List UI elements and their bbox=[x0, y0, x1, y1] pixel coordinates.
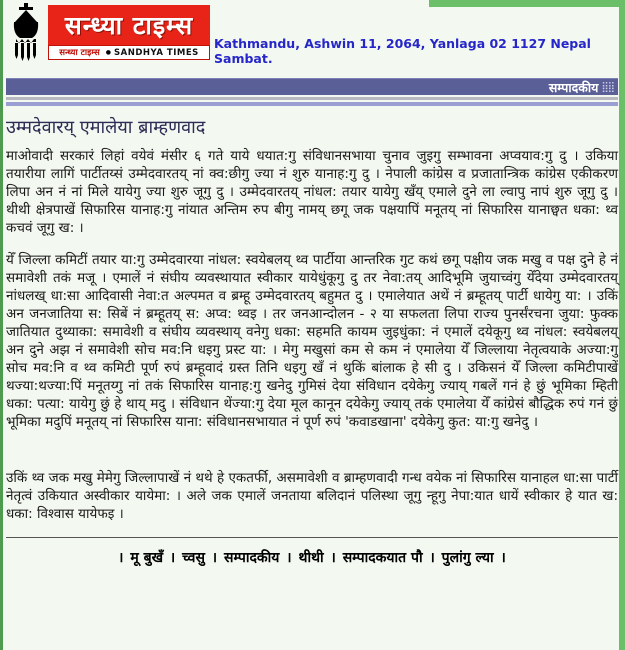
footer-separator: । bbox=[424, 550, 440, 566]
footer-separator: । bbox=[281, 550, 297, 566]
lavender-stripe bbox=[6, 102, 618, 106]
editorial-section-bar bbox=[6, 78, 618, 95]
footer-nav bbox=[6, 538, 618, 579]
dot-grid-icon: ⣿⣿ bbox=[601, 81, 614, 93]
dateline: Kathmandu, Ashwin 11, 2064, Yanlaga 02 1127 Nepal Sambat. bbox=[214, 36, 591, 66]
masthead-subtitle-devanagari: सन्ध्या टाइम्स bbox=[59, 48, 100, 58]
section-label[interactable]: सम्पादकीय bbox=[548, 79, 599, 95]
footer-link-5[interactable]: सम्पादकयात पौ bbox=[342, 550, 423, 566]
page-content bbox=[6, 0, 618, 579]
footer-separator: । bbox=[206, 550, 222, 566]
footer-separator: । bbox=[495, 550, 506, 566]
lamp-logo-icon bbox=[6, 3, 46, 67]
masthead-title: सन्ध्या टाइम्स bbox=[64, 11, 194, 40]
green-right-border bbox=[619, 0, 625, 650]
masthead-subtitle bbox=[48, 45, 210, 60]
bullet-icon: ● bbox=[105, 49, 112, 56]
article-paragraph-2: येँ जिल्ला कमिटीं तयार या:गु उम्मेदवारया नांधल: स्वयेबलय् थ्व पार्टीया आन्तरिक गुट कथं छगू पक्षीय जक मखु व पक्ष दुने हे नं समावेशी तकं मजू । एमालें नं संघीय व्यवस्थायात स्वीकार यायेधुंकूगु दु तर नेवा:तय् आदिभूमि जुयाच्वंगु येँदेया उम्मेदवारतय् नांधलख् धा:सा आदिवासी नेवा:त अल्पमत व ब्रम्हू उम्मेदवारतय् बहुमत दु । एमालेयात अथें नं ब्रम्हूतय् पार्टी धायेगु या: । उकिं अन जनजातिया स: सिबें नं ब्रम्हूतय् स: अप्व: थ्वइ । तर जनआन्दोलन - २ या सफलता लिपा राज्य पुनर्संरचना जुया: फुक्क जातियात दुथ्याका: समावेशी व संघीय व्यवस्थाय् वनेगु धका: सहमति कायम जुइधुंका: नं एमालें दयेकूगु थ्व नांधल: स्वयेबलय् अन दुने अझ नं समावेशी सोच मव:नि धइगु प्रस्ट या: । मेगु मखुसां कम से कम नं एमालेया येँ जिल्लाया नेतृत्वयाके अज्या:गु सोच मव:नि व थ्व कमिटी पूर्ण रुपं ब्रम्हूवादं ग्रस्त तिनि धइगु खँ नं थुकिं बांलाक हे सी दु । उकिसनं येँ जिल्ला कमिटीपाखें थज्या:थज्या:पिं मनूतय्गु नां तकं सिफारिस यानाह:गु खनेदु गुमिसं देया संविधान दयेकेगु ज्याय् गबलें गनं हे छुं भूमिका म्हिती धका: पत्या: यायेगु छुं हे थाय् मदु । संविधान थेंज्या:गु देया मूल कानून दयेकेगु ज्याय् तकं एमालेया येँ कांग्रेसं बौद्धिक रुपं गनं छुं भूमिका मदुपिं मनूतय् नां सिफारिस याना: संविधानसभायात नं पूर्ण रुपं 'कवाडखाना' दयेकेगु कुत: या:गु खनेदु । bbox=[6, 252, 618, 430]
footer-link-2[interactable]: च्वसु bbox=[182, 550, 205, 566]
masthead-header bbox=[6, 0, 618, 78]
footer-separator: । bbox=[165, 550, 181, 566]
footer-link-1[interactable]: मू बुखँ bbox=[130, 550, 164, 566]
article-paragraph-3: उकिं थ्व जक मखु मेमेगु जिल्लापाखें नं थथे हे एकतर्फी, असमावेशी व ब्राम्हणवादी गन्ध वयेक नां सिफारिस यानाहल धा:सा पार्टी नेतृत्वं उकियात अस्वीकार यायेमा: । अले जक एमालें जनताया बलिदानं पलिस्था जूगु न्हूगु नेपा:यात धायें स्वीकार हे यात ख: धका: विश्वास यायेफइ । bbox=[6, 470, 618, 522]
footer-separator: । bbox=[325, 550, 341, 566]
footer-link-4[interactable]: थीथी bbox=[298, 550, 324, 566]
article-title: उम्मदेवारय् एमालेया ब्राम्हणवाद bbox=[6, 117, 206, 138]
footer-link-3[interactable]: सम्पादकीय bbox=[223, 550, 280, 566]
footer-link-6[interactable]: पुलांगु ल्या bbox=[441, 550, 494, 566]
masthead-nameplate bbox=[48, 5, 210, 45]
green-left-border bbox=[0, 0, 3, 650]
masthead-subtitle-english: SANDHYA TIMES bbox=[114, 47, 199, 58]
footer-separator: । bbox=[118, 550, 129, 566]
editorial-article bbox=[6, 115, 618, 523]
article-paragraph-1: माओवादी सरकारं लिहां वयेवं मंसीर ६ गते याये धयात:गु संविधानसभाया चुनाव जुइगु सम्भावना अप्वयाव:गु दु । उकिया तयारीया लागिं पार्टीतय्सं उम्मेदवारतय् नां क्व:छीगु ज्या नं शुरु यानाह:गु दु । नेपाली कांग्रेस व प्रजातान्त्रिक कांग्रेस एकीकरण लिपा अन नं नां मिले यायेगु ज्या शुरु जूगु दु । उम्मेदवारतय् नांधल: तयार यायेगु खँय् एमाले दुने ला ल्वापु नापं शुरु जूगु दु । थीथी क्षेत्रपाखें सिफारिस यानाह:गु नांयात अन्तिम रुप बीगु नामय् छगू जक पक्षयापिं मनूतय् नां सिफारिस यानाछ्वत धका: थ्व कचवं जूगु ख: । bbox=[6, 148, 618, 236]
